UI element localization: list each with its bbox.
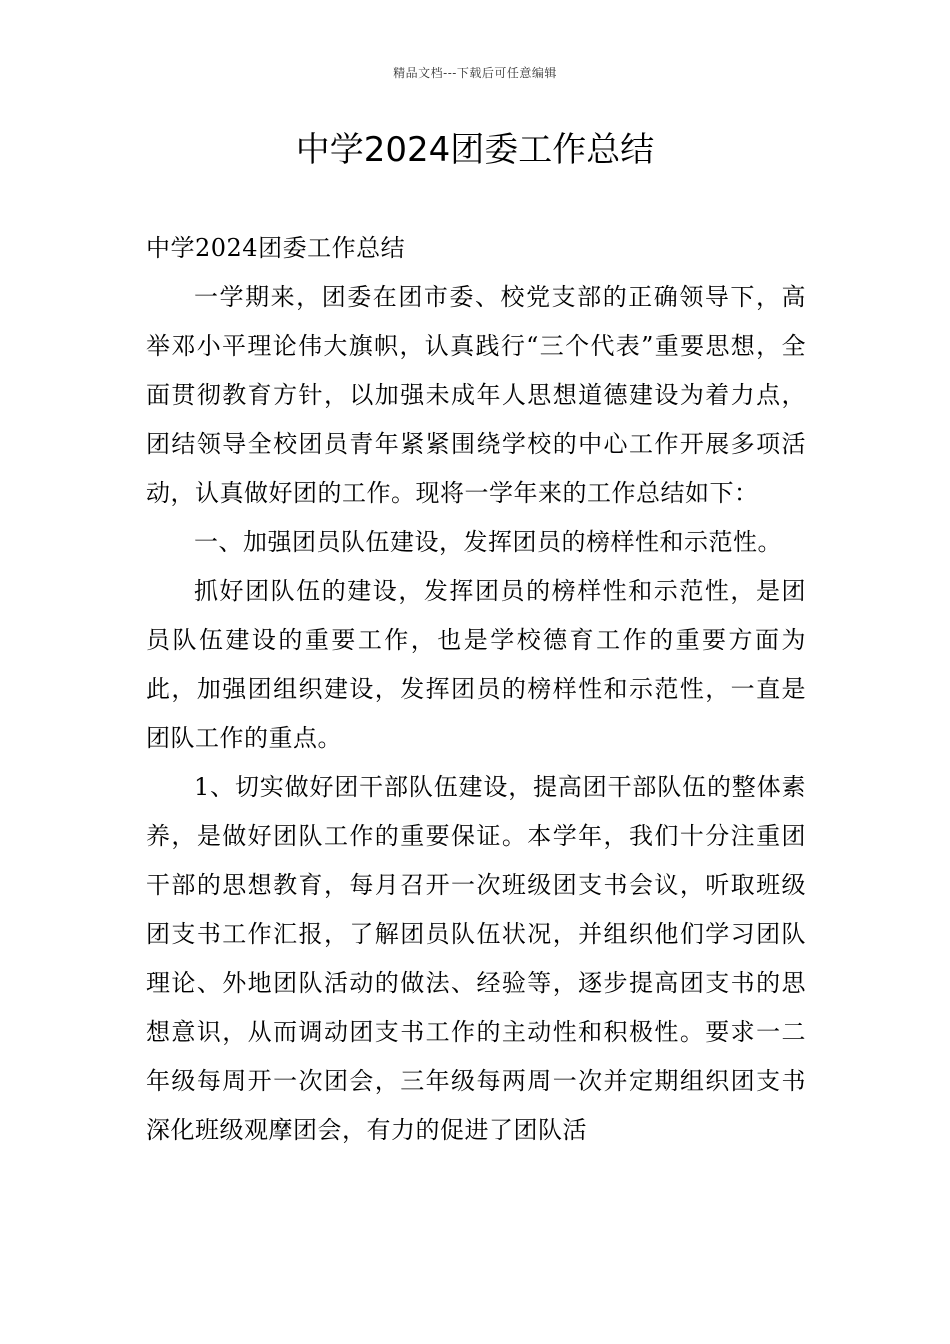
paragraph-section-heading: 一、加强团员队伍建设，发挥团员的榜样性和示范性。 <box>194 528 782 556</box>
paragraph-intro: 一学期来，团委在团市委、校党支部的正确领导下，高举邓小平理论伟大旗帜，认真践行“三个代表”重要思想，全面贯彻教育方针，以加强未成年人思想道德建设为着力点，团结领导全校团员青年紧紧围绕学校的中心工作开展多项活动，认真做好团的工作。现将一学年来的工作总结如下： <box>146 283 806 507</box>
paragraph-item-1: 1、切实做好团干部队伍建设，提高团干部队伍的整体素养，是做好团队工作的重要保证。本学年，我们十分注重团干部的思想教育，每月召开一次班级团支书会议，听取班级团支书工作汇报，了解团员队伍状况，并组织他们学习团队理论、外地团队活动的做法、经验等，逐步提高团支书的思想意识，从而调动团支书工作的主动性和积极性。要求一二年级每周开一次团会，三年级每两周一次并定期组织团支书深化班级观摩团会，有力的促进了团队活 <box>146 773 806 1144</box>
paragraph-section-body: 抓好团队伍的建设，发挥团员的榜样性和示范性，是团员队伍建设的重要工作，也是学校德育工作的重要方面为此，加强团组织建设，发挥团员的榜样性和示范性，一直是团队工作的重点。 <box>146 577 806 752</box>
document-body <box>146 224 806 1155</box>
document-title: 中学2024团委工作总结 <box>295 130 655 170</box>
header-note: 精品文档---下载后可任意编辑 <box>393 66 557 80</box>
paragraph-subtitle: 中学2024团委工作总结 <box>146 234 406 262</box>
